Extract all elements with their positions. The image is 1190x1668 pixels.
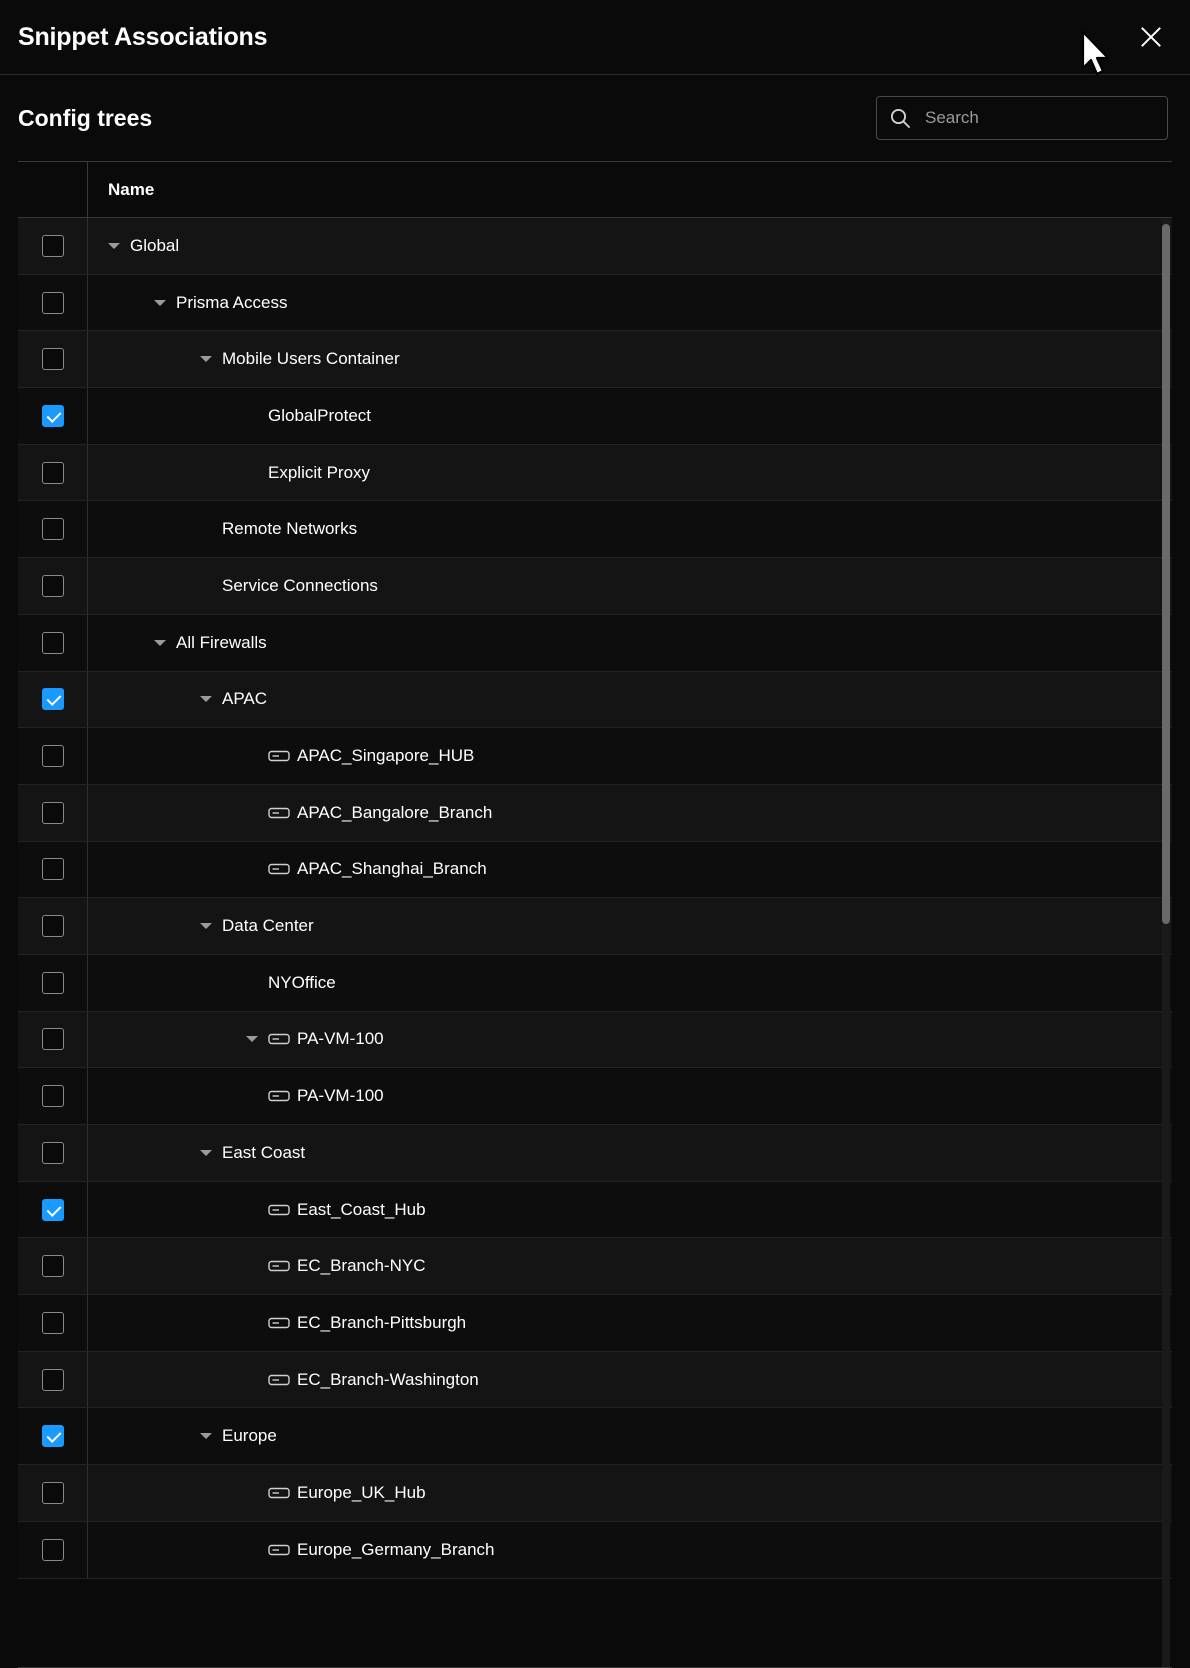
- row-checkbox-cell: [18, 955, 88, 1011]
- row-label: Global: [130, 235, 180, 255]
- table-row[interactable]: [18, 955, 1172, 1012]
- table-row[interactable]: [18, 615, 1172, 672]
- row-name-cell: [88, 898, 1172, 954]
- dialog-title: Snippet Associations: [18, 22, 268, 51]
- row-checkbox[interactable]: [42, 688, 64, 710]
- row-checkbox[interactable]: [42, 1539, 64, 1561]
- search-box[interactable]: [876, 96, 1168, 140]
- row-name-cell: [88, 785, 1172, 841]
- row-name-cell: [88, 388, 1172, 444]
- chevron-down-icon[interactable]: [154, 640, 166, 646]
- row-label: APAC_Shanghai_Branch: [297, 859, 487, 879]
- dialog-titlebar: [0, 0, 1190, 75]
- row-name-cell: [88, 218, 1172, 274]
- page-title: Config trees: [18, 104, 153, 131]
- close-icon[interactable]: [1134, 20, 1168, 54]
- row-checkbox[interactable]: [42, 518, 64, 540]
- config-trees-table: [18, 161, 1172, 1668]
- table-row[interactable]: [18, 1238, 1172, 1295]
- row-label: NYOffice: [268, 972, 336, 992]
- table-row[interactable]: [18, 842, 1172, 899]
- row-checkbox[interactable]: [42, 915, 64, 937]
- search-icon: [889, 107, 911, 129]
- row-checkbox-cell: [18, 1352, 88, 1408]
- table-row[interactable]: [18, 1068, 1172, 1125]
- row-name-cell: [88, 331, 1172, 387]
- row-checkbox-cell: [18, 445, 88, 501]
- chevron-down-icon[interactable]: [200, 1150, 212, 1156]
- row-checkbox[interactable]: [42, 1369, 64, 1391]
- table-header-row: [18, 162, 1172, 218]
- row-label: EC_Branch-Pittsburgh: [297, 1312, 467, 1332]
- section-header: [0, 75, 1190, 161]
- row-checkbox[interactable]: [42, 1255, 64, 1277]
- row-checkbox-cell: [18, 1125, 88, 1181]
- row-checkbox-cell: [18, 501, 88, 557]
- row-checkbox[interactable]: [42, 462, 64, 484]
- row-checkbox-cell: [18, 388, 88, 444]
- row-label: APAC_Bangalore_Branch: [297, 802, 493, 822]
- chevron-down-icon[interactable]: [200, 356, 212, 362]
- row-label: EC_Branch-NYC: [297, 1256, 426, 1276]
- row-checkbox[interactable]: [42, 972, 64, 994]
- row-label: East Coast: [222, 1142, 306, 1162]
- firewall-device-icon: [268, 1203, 290, 1217]
- row-checkbox[interactable]: [42, 632, 64, 654]
- search-input[interactable]: [923, 107, 1155, 129]
- row-name-cell: [88, 275, 1172, 331]
- table-row[interactable]: [18, 1182, 1172, 1239]
- row-checkbox-cell: [18, 1295, 88, 1351]
- row-name-cell: [88, 842, 1172, 898]
- table-row[interactable]: [18, 331, 1172, 388]
- row-label: All Firewalls: [176, 632, 267, 652]
- row-checkbox-cell: [18, 898, 88, 954]
- table-row[interactable]: [18, 728, 1172, 785]
- row-name-cell: [88, 1182, 1172, 1238]
- table-row[interactable]: [18, 275, 1172, 332]
- table-row[interactable]: [18, 1295, 1172, 1352]
- table-row[interactable]: [18, 898, 1172, 955]
- row-checkbox-cell: [18, 615, 88, 671]
- table-row[interactable]: [18, 445, 1172, 502]
- chevron-down-icon[interactable]: [246, 1036, 258, 1042]
- firewall-device-icon: [268, 1089, 290, 1103]
- row-name-cell: [88, 1465, 1172, 1521]
- row-label: Prisma Access: [176, 292, 288, 312]
- row-label: Data Center: [222, 916, 314, 936]
- row-checkbox-cell: [18, 1182, 88, 1238]
- firewall-device-icon: [268, 806, 290, 820]
- row-checkbox-cell: [18, 728, 88, 784]
- row-name-cell: [88, 558, 1172, 614]
- row-name-cell: [88, 501, 1172, 557]
- row-checkbox-cell: [18, 785, 88, 841]
- chevron-down-icon[interactable]: [200, 1433, 212, 1439]
- row-name-cell: [88, 445, 1172, 501]
- row-checkbox[interactable]: [42, 1142, 64, 1164]
- firewall-device-icon: [268, 1032, 290, 1046]
- row-label: Service Connections: [222, 575, 378, 595]
- row-checkbox[interactable]: [42, 745, 64, 767]
- firewall-device-icon: [268, 862, 290, 876]
- row-checkbox-cell: [18, 1522, 88, 1578]
- row-label: East_Coast_Hub: [297, 1199, 426, 1219]
- row-checkbox-cell: [18, 331, 88, 387]
- table-body: [18, 218, 1172, 1667]
- row-checkbox[interactable]: [42, 1199, 64, 1221]
- row-checkbox[interactable]: [42, 1312, 64, 1334]
- row-checkbox-cell: [18, 1238, 88, 1294]
- row-checkbox[interactable]: [42, 348, 64, 370]
- row-checkbox-cell: [18, 218, 88, 274]
- firewall-device-icon: [268, 1316, 290, 1330]
- row-name-cell: [88, 1238, 1172, 1294]
- firewall-device-icon: [268, 1486, 290, 1500]
- firewall-device-icon: [268, 1373, 290, 1387]
- row-name-cell: [88, 728, 1172, 784]
- row-checkbox[interactable]: [42, 292, 64, 314]
- row-label: EC_Branch-Washington: [297, 1369, 479, 1389]
- scrollbar-thumb[interactable]: [1162, 224, 1170, 924]
- row-name-cell: [88, 1522, 1172, 1578]
- chevron-down-icon[interactable]: [108, 243, 120, 249]
- table-row[interactable]: [18, 558, 1172, 615]
- row-checkbox[interactable]: [42, 858, 64, 880]
- table-row[interactable]: [18, 1125, 1172, 1182]
- row-checkbox-cell: [18, 842, 88, 898]
- row-label: APAC: [222, 689, 268, 709]
- row-name-cell: [88, 1408, 1172, 1464]
- table-row[interactable]: [18, 388, 1172, 445]
- row-checkbox[interactable]: [42, 235, 64, 257]
- row-name-cell: [88, 1068, 1172, 1124]
- chevron-down-icon[interactable]: [154, 300, 166, 306]
- firewall-device-icon: [268, 1543, 290, 1557]
- row-checkbox[interactable]: [42, 802, 64, 824]
- table-row[interactable]: [18, 218, 1172, 275]
- chevron-down-icon[interactable]: [200, 696, 212, 702]
- row-checkbox[interactable]: [42, 1028, 64, 1050]
- row-label: Europe_UK_Hub: [297, 1482, 426, 1502]
- row-label: Explicit Proxy: [268, 462, 371, 482]
- row-label: PA-VM-100: [297, 1086, 384, 1106]
- row-checkbox[interactable]: [42, 1425, 64, 1447]
- table-row[interactable]: [18, 785, 1172, 842]
- row-checkbox[interactable]: [42, 575, 64, 597]
- row-checkbox[interactable]: [42, 1085, 64, 1107]
- row-checkbox-cell: [18, 672, 88, 728]
- row-name-cell: [88, 1125, 1172, 1181]
- row-checkbox-cell: [18, 1465, 88, 1521]
- row-label: Europe_Germany_Branch: [297, 1539, 495, 1559]
- row-name-cell: [88, 1012, 1172, 1068]
- row-label: Europe: [222, 1426, 277, 1446]
- table-row[interactable]: [18, 1352, 1172, 1409]
- row-checkbox-cell: [18, 275, 88, 331]
- firewall-device-icon: [268, 1259, 290, 1273]
- row-checkbox-cell: [18, 1012, 88, 1068]
- table-row[interactable]: [18, 501, 1172, 558]
- row-name-cell: [88, 672, 1172, 728]
- row-checkbox-cell: [18, 558, 88, 614]
- row-name-cell: [88, 1352, 1172, 1408]
- row-checkbox-cell: [18, 1068, 88, 1124]
- table-row[interactable]: [18, 1012, 1172, 1069]
- firewall-device-icon: [268, 749, 290, 763]
- row-label: Remote Networks: [222, 519, 358, 539]
- chevron-down-icon[interactable]: [200, 923, 212, 929]
- row-label: GlobalProtect: [268, 405, 371, 425]
- row-label: APAC_Singapore_HUB: [297, 746, 475, 766]
- row-label: PA-VM-100: [297, 1029, 384, 1049]
- row-checkbox[interactable]: [42, 405, 64, 427]
- row-name-cell: [88, 1295, 1172, 1351]
- row-name-cell: [88, 955, 1172, 1011]
- table-row[interactable]: [18, 672, 1172, 729]
- row-label: Mobile Users Container: [222, 349, 400, 369]
- row-checkbox[interactable]: [42, 1482, 64, 1504]
- row-name-cell: [88, 615, 1172, 671]
- table-row[interactable]: [18, 1522, 1172, 1579]
- column-header-name: Name: [108, 179, 155, 199]
- row-checkbox-cell: [18, 1408, 88, 1464]
- table-row[interactable]: [18, 1408, 1172, 1465]
- select-all-cell: [18, 162, 88, 217]
- table-row[interactable]: [18, 1465, 1172, 1522]
